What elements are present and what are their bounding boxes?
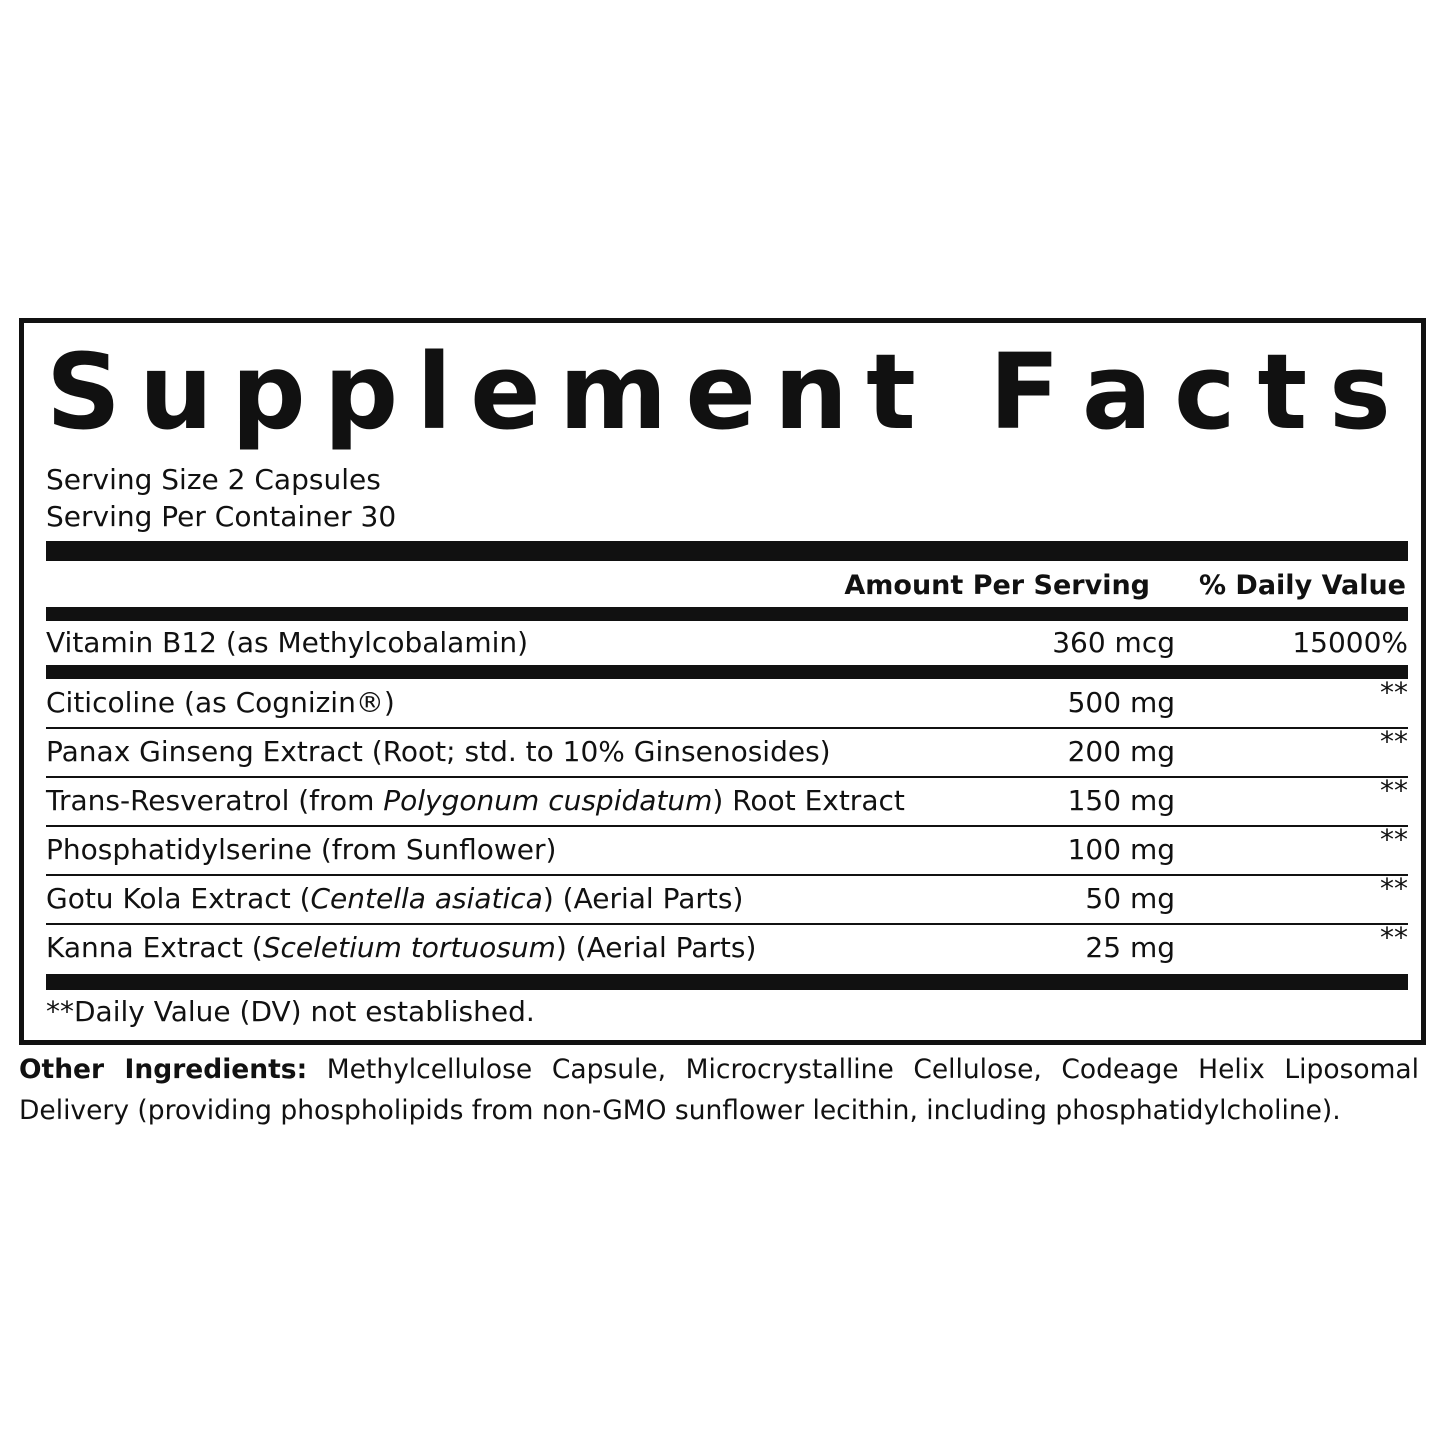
- ingredient-daily-value: **: [1380, 676, 1408, 709]
- ingredient-amount: 200 mg: [1067, 735, 1175, 768]
- daily-value-footnote: **Daily Value (DV) not established.: [46, 995, 535, 1028]
- ingredient-row: [46, 725, 1408, 774]
- nutrient-daily-value: 15000%: [1292, 626, 1408, 659]
- title-word-facts: [989, 331, 1391, 453]
- title-letter: c: [1173, 331, 1236, 453]
- title-letter: a: [1081, 331, 1153, 453]
- title-letter: u: [139, 331, 214, 453]
- daily-value-header: % Daily Value: [1198, 570, 1406, 601]
- ingredient-daily-value: **: [1380, 921, 1408, 954]
- ingredient-row: [46, 872, 1408, 921]
- ingredient-row: [46, 676, 1408, 725]
- title-letter: t: [1257, 331, 1308, 453]
- nutrient-amount: 360 mcg: [1052, 626, 1175, 659]
- row-divider: [46, 776, 1408, 778]
- title-letter: F: [989, 331, 1061, 453]
- other-ingredients: [19, 1049, 1419, 1131]
- ingredient-daily-value: **: [1380, 823, 1408, 856]
- ingredient-amount: 25 mg: [1085, 931, 1175, 964]
- nutrient-name: Vitamin B12 (as Methylcobalamin): [46, 626, 529, 659]
- ingredient-amount: 150 mg: [1067, 784, 1175, 817]
- title-letter: p: [231, 331, 306, 453]
- row-divider: [46, 825, 1408, 827]
- other-ingredients-label: Other Ingredients:: [19, 1054, 308, 1085]
- nutrient-row-vitamin-b12: [46, 621, 1408, 665]
- ingredient-daily-value: **: [1380, 774, 1408, 807]
- thick-divider: [46, 974, 1408, 990]
- ingredient-amount: 500 mg: [1067, 686, 1175, 719]
- title-letter: t: [866, 331, 916, 453]
- title-letter: m: [558, 331, 668, 453]
- amount-per-serving-header: Amount Per Serving: [844, 570, 1150, 601]
- ingredient-name: Phosphatidylserine (from Sunflower): [46, 833, 557, 866]
- row-divider: [46, 874, 1408, 876]
- ingredient-amount: 50 mg: [1085, 882, 1175, 915]
- ingredient-name: Kanna Extract (Sceletium tortuosum) (Aerial Parts): [46, 931, 757, 964]
- title-word-supplement: [46, 331, 916, 453]
- ingredient-amount: 100 mg: [1067, 833, 1175, 866]
- serving-size: Serving Size 2 Capsules: [46, 463, 381, 496]
- supplement-facts-title: [46, 331, 1391, 453]
- title-letter: n: [773, 331, 849, 453]
- row-divider: [46, 727, 1408, 729]
- ingredient-row: [46, 921, 1408, 970]
- ingredient-name: Gotu Kola Extract (Centella asiatica) (Aerial Parts): [46, 882, 744, 915]
- medium-divider: [46, 665, 1408, 679]
- medium-divider: [46, 607, 1408, 621]
- servings-per-container: Serving Per Container 30: [46, 500, 397, 533]
- title-letter: e: [685, 331, 756, 453]
- supplement-facts-panel: [19, 318, 1426, 1045]
- other-ingredients-text: Methylcellulose Capsule, Microcrystalline Cellulose, Codeage Helix Liposomal Delivery (providing phospholipids from non-GMO sunflower lecithin, including phosphatidylcholine).: [19, 1054, 1420, 1126]
- ingredient-name: Panax Ginseng Extract (Root; std. to 10% Ginsenosides): [46, 735, 831, 768]
- ingredient-row: [46, 823, 1408, 872]
- ingredient-name: Trans-Resveratrol (from Polygonum cuspidatum) Root Extract: [46, 784, 905, 817]
- title-letter: s: [1329, 331, 1391, 453]
- ingredient-row: [46, 774, 1408, 823]
- title-letter: p: [323, 331, 399, 453]
- ingredient-daily-value: **: [1380, 725, 1408, 758]
- title-letter: e: [470, 331, 541, 453]
- ingredient-daily-value: **: [1380, 872, 1408, 905]
- thick-divider: [46, 541, 1408, 561]
- title-letter: l: [416, 331, 453, 453]
- title-letter: S: [46, 331, 121, 453]
- ingredient-name: Citicoline (as Cognizin®): [46, 686, 395, 719]
- row-divider: [46, 923, 1408, 925]
